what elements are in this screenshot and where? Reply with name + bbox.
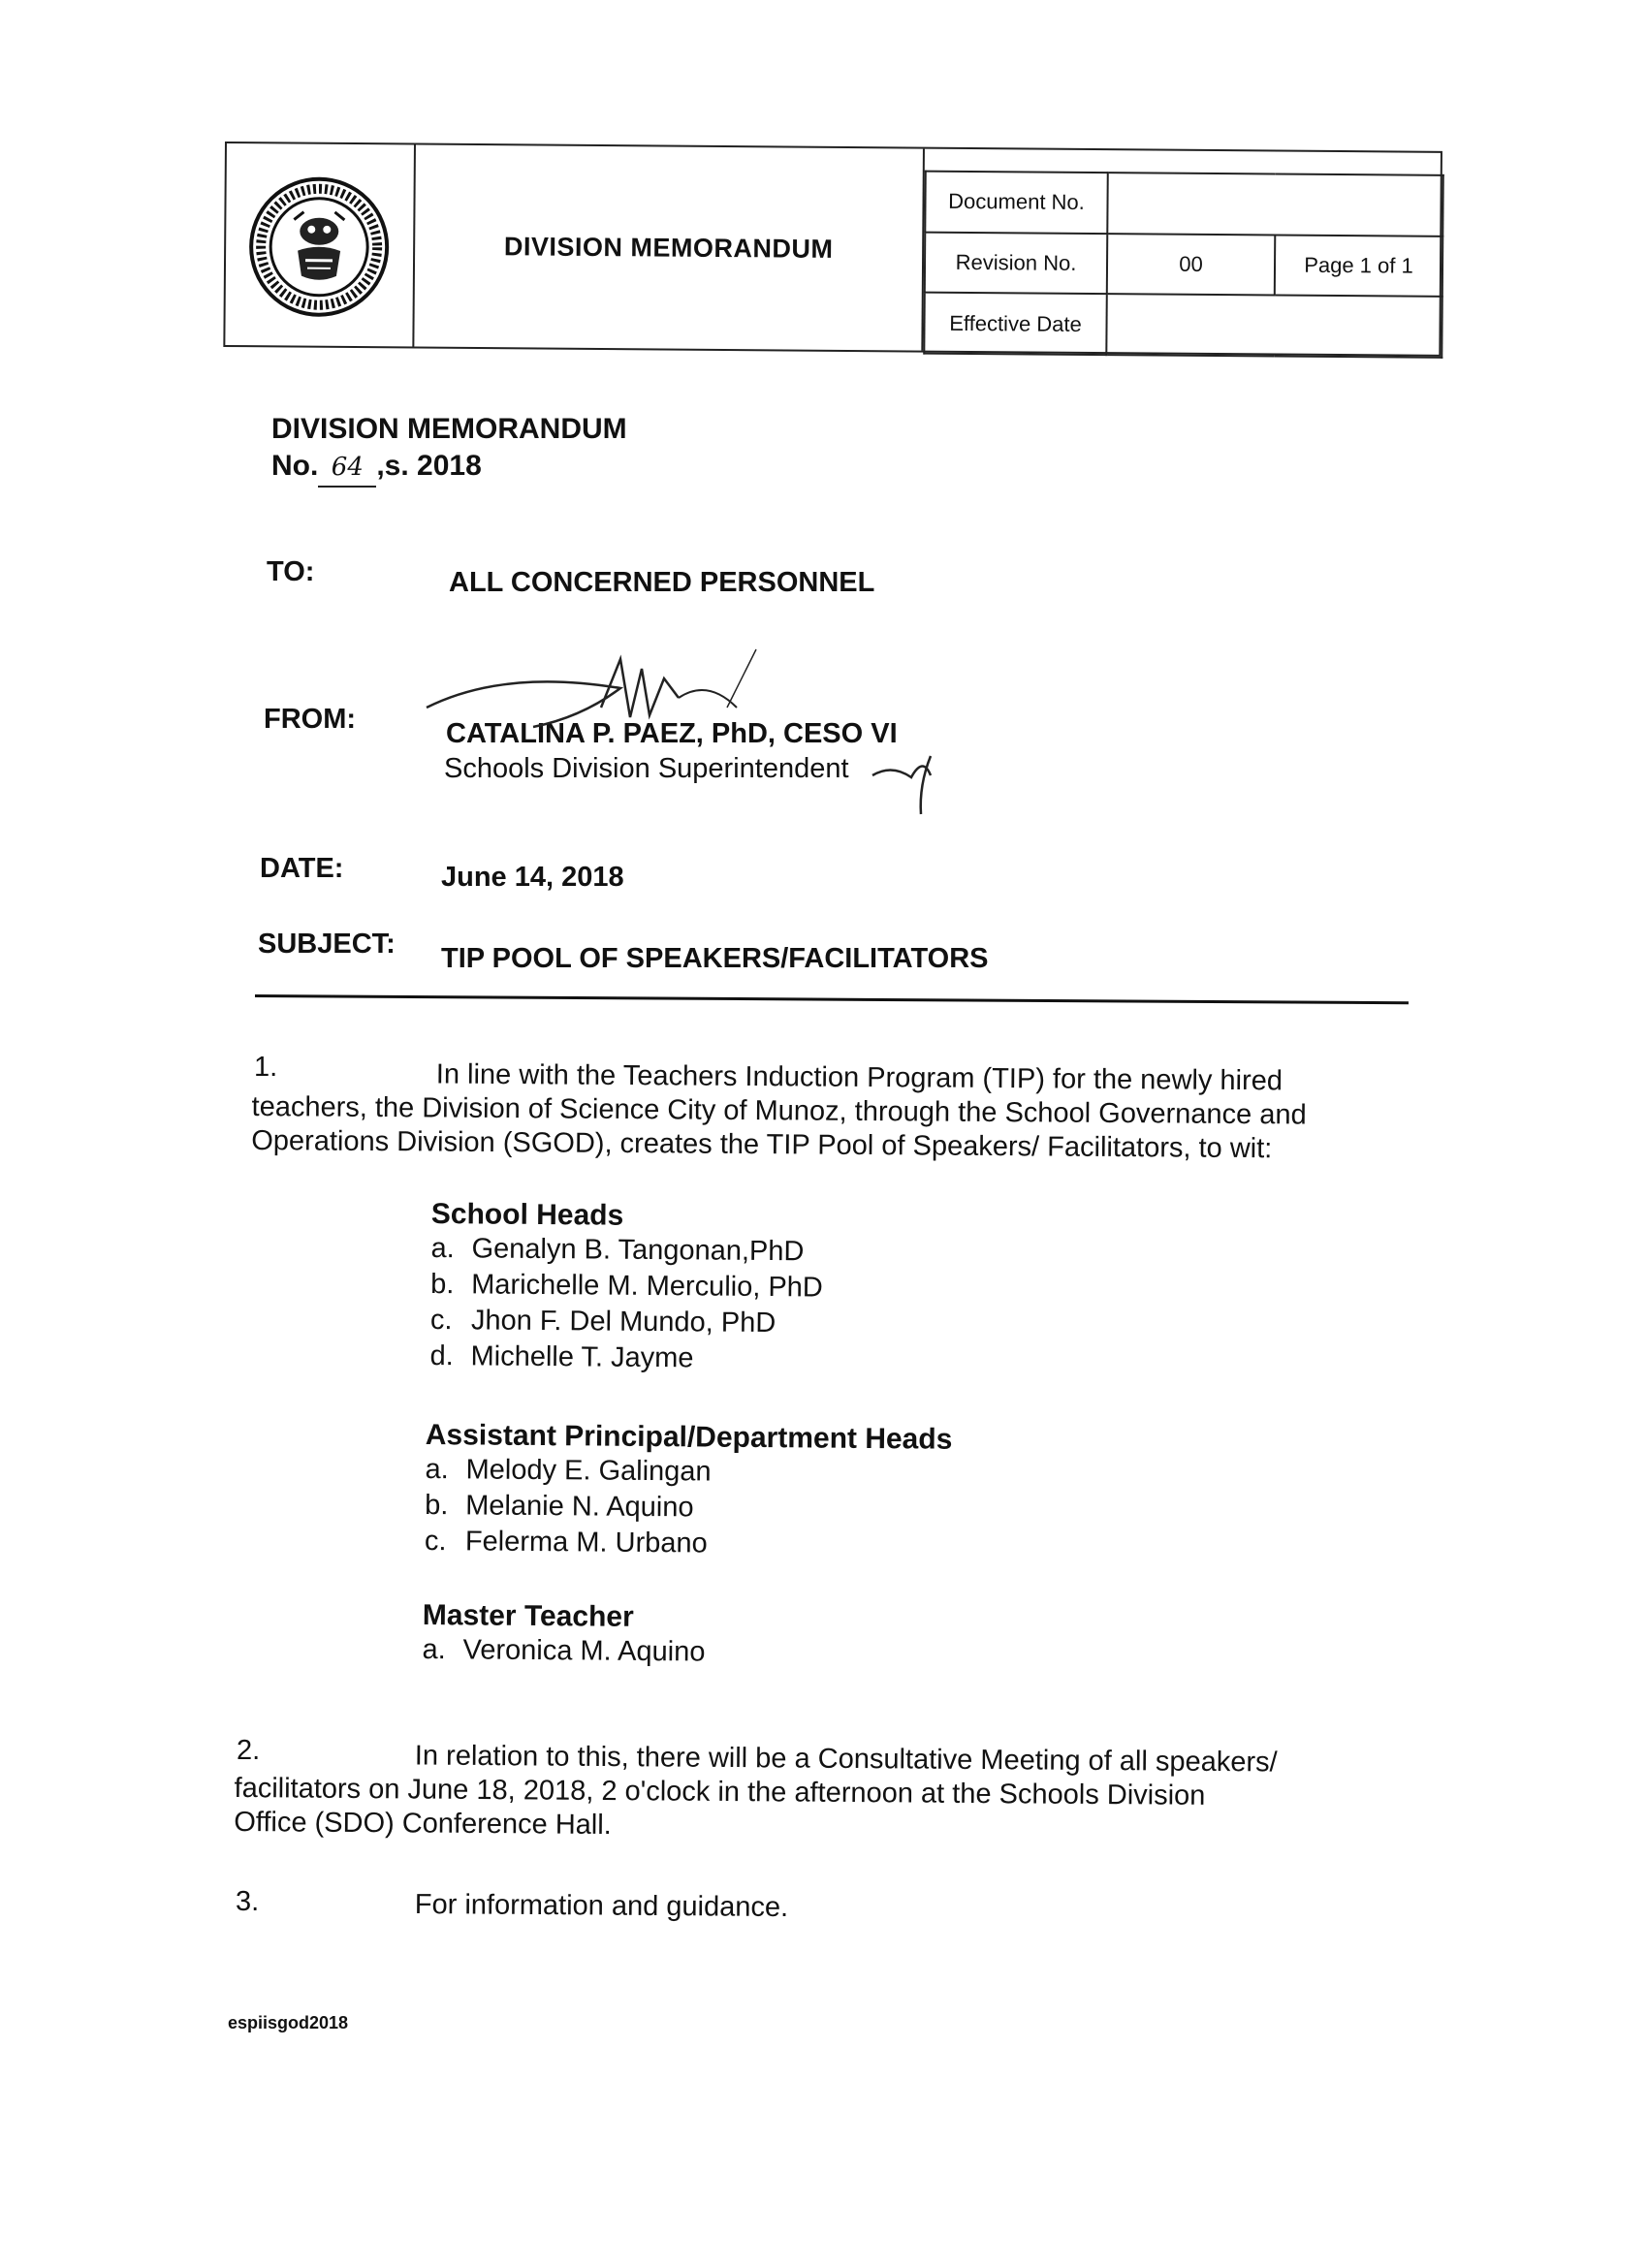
subject-label: SUBJECT: <box>258 929 396 960</box>
memo-number: 64 <box>318 449 376 488</box>
date-label: DATE: <box>260 853 344 884</box>
para1-number: 1. <box>254 1052 278 1083</box>
list-item: b. Marichelle M. Merculio, PhD <box>430 1268 823 1304</box>
document-no-label: Document No. <box>925 172 1107 234</box>
list-item: d. Michelle T. Jayme <box>429 1339 694 1374</box>
memo-no-prefix: No. <box>271 450 319 482</box>
revision-no-value: 00 <box>1107 234 1275 296</box>
para2-line3: Office (SDO) Conference Hall. <box>234 1806 612 1842</box>
memo-heading-block <box>271 411 627 488</box>
para3-number: 3. <box>236 1886 260 1917</box>
to-value: ALL CONCERNED PERSONNEL <box>449 567 875 598</box>
from-label: FROM: <box>264 704 357 735</box>
para2-line2: facilitators on June 18, 2018, 2 o'clock in the afternoon at the Schools Division <box>234 1772 1206 1811</box>
paragraph-1 <box>251 1056 1307 1167</box>
group-assistant-principal <box>425 1419 953 1564</box>
page-count: Page 1 of 1 <box>1275 235 1442 297</box>
para2-line1: In relation to this, there will be a Consultative Meeting of all speakers/ <box>414 1740 1278 1779</box>
effective-date-value <box>1106 294 1442 357</box>
from-name: CATALINA P. PAEZ, PhD, CESO VI <box>446 718 898 749</box>
list-item: b. Melanie N. Aquino <box>425 1489 694 1524</box>
group-title: School Heads <box>430 1198 624 1232</box>
assistant-principal-list <box>425 1452 952 1564</box>
document-meta-table <box>923 171 1443 359</box>
group-master-teacher <box>422 1599 705 1671</box>
master-teacher-list <box>422 1632 705 1671</box>
footer-reference-code: espiisgod2018 <box>228 2013 349 2032</box>
subject-value: TIP POOL OF SPEAKERS/FACILITATORS <box>441 943 989 974</box>
list-item: a. Veronica M. Aquino <box>422 1633 706 1668</box>
revision-no-label: Revision No. <box>925 232 1107 294</box>
effective-date-label: Effective Date <box>924 293 1106 355</box>
group-school-heads <box>429 1198 823 1378</box>
group-title: Assistant Principal/Department Heads <box>425 1419 953 1456</box>
to-label: TO: <box>267 556 315 587</box>
memo-series: ,s. 2018 <box>376 450 482 482</box>
group-title: Master Teacher <box>422 1599 634 1633</box>
date-value: June 14, 2018 <box>441 862 624 893</box>
list-item: c. Felerma M. Urbano <box>424 1525 708 1559</box>
para1-line3: Operations Division (SGOD), creates the TIP Pool of Speakers/ Facilitators, to wit: <box>251 1124 1273 1165</box>
list-item: a. Melody E. Galingan <box>425 1453 712 1488</box>
memo-heading: DIVISION MEMORANDUM <box>271 413 627 445</box>
para2-number: 2. <box>237 1735 261 1766</box>
list-item: c. Jhon F. Del Mundo, PhD <box>429 1304 776 1339</box>
paragraph-3: For information and guidance. <box>414 1889 789 1924</box>
subject-divider <box>255 994 1409 1004</box>
office-title-cell <box>414 145 925 351</box>
school-heads-list <box>429 1231 823 1378</box>
list-item: a. Genalyn B. Tangonan,PhD <box>430 1232 805 1268</box>
para1-line1: In line with the Teachers Induction Program (TIP) for the newly hired <box>435 1058 1284 1097</box>
document-no-value <box>1107 173 1442 236</box>
logo-cell <box>225 143 416 347</box>
memo-number-line <box>271 448 627 488</box>
deped-division-seal-icon <box>247 174 392 319</box>
document-control-header <box>223 142 1442 357</box>
para1-line2: teachers, the Division of Science City of Munoz, through the School Governance and <box>251 1090 1307 1131</box>
office-title: DIVISION MEMORANDUM <box>503 231 834 264</box>
from-title: Schools Division Superintendent <box>444 753 849 784</box>
paragraph-2 <box>234 1738 1278 1847</box>
